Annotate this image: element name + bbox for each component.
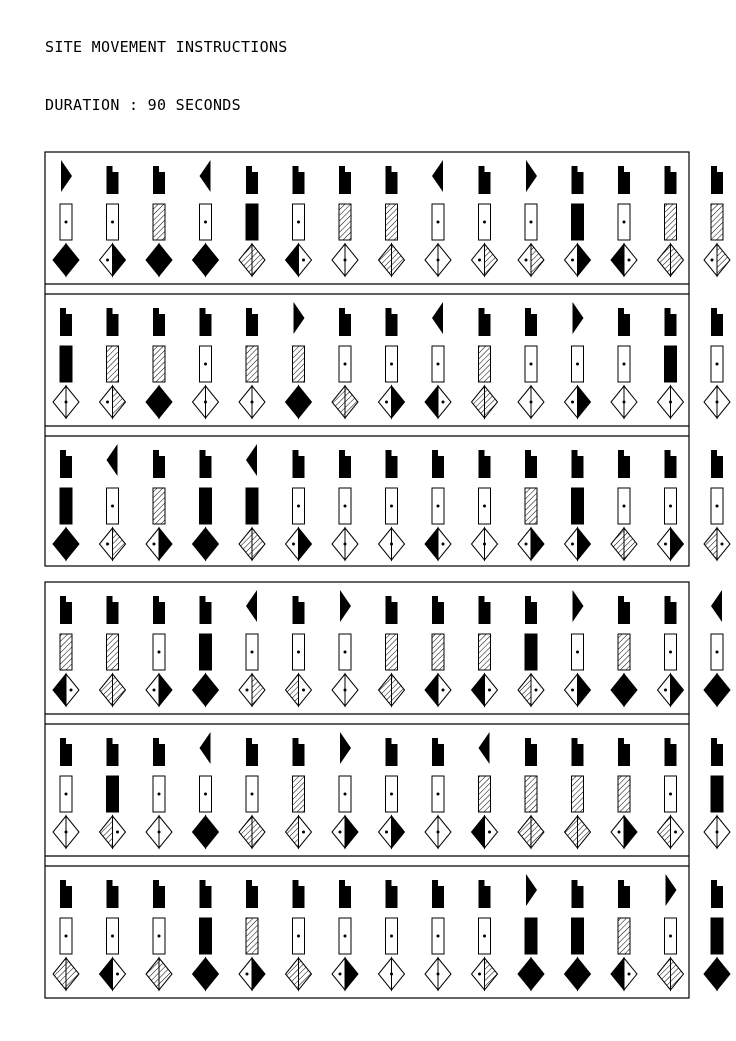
movement-glyph: [100, 880, 126, 990]
movement-glyph: [146, 166, 172, 276]
movement-glyph: [332, 450, 358, 560]
movement-glyph: [332, 308, 358, 418]
movement-glyph: [425, 160, 451, 276]
movement-glyph: [379, 738, 405, 848]
movement-glyph: [518, 874, 544, 990]
movement-glyph: [239, 590, 265, 706]
movement-glyph: [611, 450, 637, 560]
movement-glyph: [704, 166, 730, 276]
instruction-row: [53, 874, 730, 990]
movement-glyph: [425, 596, 451, 706]
movement-glyph: [611, 308, 637, 418]
movement-glyph: [239, 444, 265, 560]
instruction-row: [53, 590, 730, 706]
movement-glyph: [286, 450, 312, 560]
movement-glyph: [565, 880, 591, 990]
movement-glyph: [193, 732, 219, 848]
movement-glyph: [286, 302, 312, 418]
movement-glyph: [100, 166, 126, 276]
movement-glyph: [565, 166, 591, 276]
movement-glyph: [658, 166, 684, 276]
movement-glyph: [425, 302, 451, 418]
movement-glyph: [704, 308, 730, 418]
movement-glyph: [472, 596, 498, 706]
instruction-row: [53, 444, 730, 560]
movement-glyph: [518, 308, 544, 418]
movement-glyph: [704, 738, 730, 848]
movement-glyph: [193, 450, 219, 560]
movement-glyph: [53, 450, 79, 560]
instruction-row: [53, 302, 730, 418]
movement-glyph: [472, 308, 498, 418]
movement-glyph: [518, 160, 544, 276]
movement-glyph: [658, 738, 684, 848]
movement-glyph: [53, 596, 79, 706]
movement-glyph: [146, 738, 172, 848]
movement-glyph: [193, 596, 219, 706]
movement-glyph: [472, 732, 498, 848]
movement-glyph: [193, 880, 219, 990]
movement-glyph: [611, 596, 637, 706]
movement-glyph: [611, 166, 637, 276]
movement-glyph: [425, 450, 451, 560]
movement-glyph: [658, 450, 684, 560]
movement-glyph: [239, 738, 265, 848]
movement-glyph: [565, 590, 591, 706]
block-frame: [45, 152, 689, 566]
movement-glyph: [100, 596, 126, 706]
movement-glyph: [472, 880, 498, 990]
instruction-row: [53, 160, 730, 276]
movement-glyph: [658, 596, 684, 706]
block-2: [45, 582, 730, 998]
movement-glyph: [332, 732, 358, 848]
movement-glyph: [286, 738, 312, 848]
movement-glyph: [611, 880, 637, 990]
movement-glyph: [286, 596, 312, 706]
movement-glyph: [239, 166, 265, 276]
movement-glyph: [704, 880, 730, 990]
movement-glyph: [379, 596, 405, 706]
movement-glyph: [53, 308, 79, 418]
movement-glyph: [332, 590, 358, 706]
movement-glyph: [100, 444, 126, 560]
movement-glyph: [100, 738, 126, 848]
movement-glyph: [565, 738, 591, 848]
movement-glyph: [518, 450, 544, 560]
movement-glyph: [146, 596, 172, 706]
movement-glyph: [658, 874, 684, 990]
movement-glyph: [53, 160, 79, 276]
movement-glyph: [379, 166, 405, 276]
movement-glyph: [658, 308, 684, 418]
movement-glyph: [53, 738, 79, 848]
movement-glyph: [332, 880, 358, 990]
movement-glyph: [379, 880, 405, 990]
movement-glyph: [286, 166, 312, 276]
movement-glyph: [611, 738, 637, 848]
movement-glyph: [425, 880, 451, 990]
movement-glyph: [425, 738, 451, 848]
movement-glyph: [379, 450, 405, 560]
movement-glyph: [100, 308, 126, 418]
movement-glyph: [193, 160, 219, 276]
movement-glyph: [704, 590, 730, 706]
movement-glyph: [518, 596, 544, 706]
duration-label: DURATION : 90 SECONDS: [45, 96, 241, 114]
movement-glyph: [332, 166, 358, 276]
movement-glyph: [146, 308, 172, 418]
block-frame: [45, 582, 689, 998]
movement-glyph: [472, 450, 498, 560]
movement-glyph: [565, 302, 591, 418]
movement-glyph: [379, 308, 405, 418]
block-1: [45, 152, 730, 566]
movement-glyph: [565, 450, 591, 560]
movement-glyph: [239, 308, 265, 418]
movement-glyph: [193, 308, 219, 418]
document-title: SITE MOVEMENT INSTRUCTIONS: [45, 38, 288, 56]
movement-glyph: [472, 166, 498, 276]
movement-glyph: [146, 880, 172, 990]
instruction-row: [53, 732, 730, 848]
movement-glyph: [239, 880, 265, 990]
movement-glyph: [704, 450, 730, 560]
movement-glyph: [286, 880, 312, 990]
movement-glyph: [518, 738, 544, 848]
movement-glyph: [146, 450, 172, 560]
movement-glyph: [53, 880, 79, 990]
